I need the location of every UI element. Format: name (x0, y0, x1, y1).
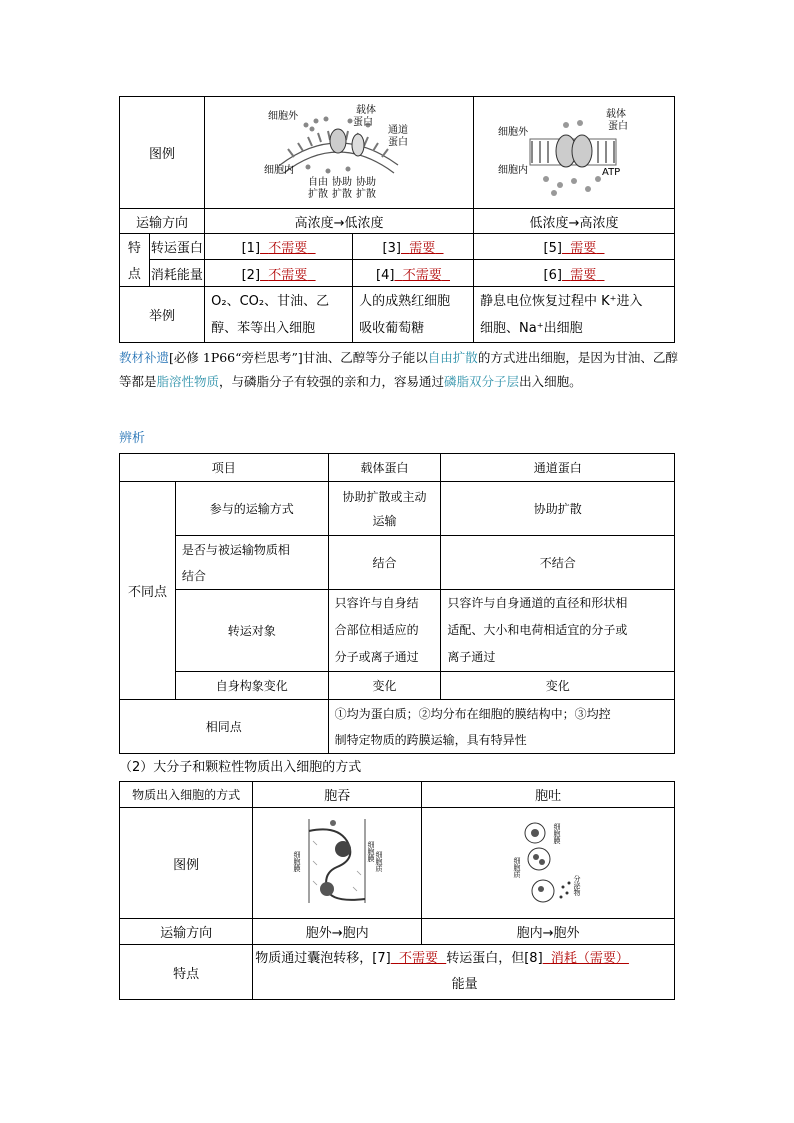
answer-7: 不需要 (398, 951, 438, 966)
svg-text:通道: 通道 (388, 124, 409, 136)
direction-active: 低浓度→高浓度 (474, 209, 675, 234)
keyword-lipid-soluble: 脂溶性物质 (156, 374, 220, 389)
svg-text:细胞质: 细胞质 (513, 857, 522, 878)
header-way: 物质出入细胞的方式 (120, 782, 253, 808)
answer-6: 需要 (570, 267, 597, 283)
keyword-free-diffusion: 自由扩散 (427, 350, 478, 365)
answer-4: 不需要 (402, 267, 442, 283)
direction-label: 运输方向 (120, 209, 205, 234)
svg-text:协助: 协助 (356, 176, 377, 188)
svg-text:分泌物: 分泌物 (573, 875, 582, 896)
row-energy-label: 消耗能量 (149, 260, 204, 287)
svg-text:细胞质: 细胞质 (375, 851, 384, 872)
svg-text:ATP: ATP (602, 166, 621, 178)
legend-label-2: 图例 (120, 808, 253, 919)
example-active-2: 细胞、Na⁺出细胞 (480, 320, 583, 336)
svg-text:载体: 载体 (356, 104, 377, 116)
supplement-heading: 教材补遗 (119, 350, 170, 365)
direction-passive: 高浓度→低浓度 (205, 209, 474, 234)
answer-8: 消耗（需要） (550, 951, 629, 966)
supplement-paragraph: 教材补遗[必修 1P66“旁栏思考”]甘油、乙醇等分子能以自由扩散的方式进出细胞，是因为甘油、乙醇等都是脂溶性物质，与磷脂分子有较强的亲和力，容易通过磷脂双分子层出入细胞。 (119, 350, 678, 389)
feature-label-1: 特 (120, 234, 150, 260)
energy-word: 能量 (451, 977, 478, 992)
header-item: 项目 (120, 454, 329, 482)
svg-text:细胞膜: 细胞膜 (553, 823, 562, 844)
svg-text:协助: 协助 (332, 176, 353, 188)
comparison-table: 项目 载体蛋白 通道蛋白 不同点 参与的运输方式 协助扩散或主动 运输 协助扩散 是否与被运输物质相 结合 结合 不结合 转运对象 只容许与自身结 合部位相适应的 分子或离子通过 只容许与自身通道的直径和形状相 适配、大小和电荷相适宜的分子或 离子通过 自身构象变化 变化 变化 相同点 ①均为蛋白质；②均分布在细胞的膜结构中；③均控 制特定物质的跨膜运输，具有特异性 (119, 453, 675, 754)
header-endocytosis: 胞吞 (253, 782, 422, 808)
header-carrier: 载体蛋白 (328, 454, 441, 482)
svg-text:载体: 载体 (606, 108, 626, 120)
feature-label-3: 特点 (120, 945, 253, 1000)
example-assist-1: 人的成熟红细胞 (359, 293, 451, 309)
difference-label: 不同点 (120, 482, 176, 700)
svg-text:扩散: 扩散 (356, 188, 377, 200)
direction-exocytosis: 胞内→胞外 (422, 919, 675, 945)
example-assist-2: 吸收葡萄糖 (359, 320, 425, 336)
svg-text:蛋白: 蛋白 (388, 136, 409, 148)
answer-2: 不需要 (268, 267, 308, 283)
bulk-transport-table: 物质出入细胞的方式 胞吞 胞吐 图例 细胞膜 细胞膜 细胞质 细胞膜 细胞质 分泌物 运输方向 胞外→胞内 胞内→胞外 特点 物质通过囊泡转移，[7] 不需要 转运蛋白，但[8] 消耗（需要） 能量 (119, 781, 675, 1000)
active-transport-diagram (474, 97, 675, 209)
exocytosis-diagram (422, 808, 675, 919)
svg-text:细胞膜: 细胞膜 (293, 851, 302, 872)
answer-3: 需要 (409, 241, 436, 256)
keyword-bilayer: 磷脂双分子层 (444, 374, 520, 389)
fig1-inside-label: 细胞内 (264, 164, 295, 176)
svg-text:细胞膜: 细胞膜 (367, 841, 376, 862)
answer-5: 需要 (570, 241, 597, 256)
example-active-1: 静息电位恢复过程中 K⁺进入 (480, 293, 643, 309)
example-free-1: O₂、CO₂、甘油、乙 (211, 293, 330, 309)
section2-title: （2）大分子和颗粒性物质出入细胞的方式 (119, 760, 362, 775)
direction-endocytosis: 胞外→胞内 (253, 919, 422, 945)
svg-text:蛋白: 蛋白 (353, 116, 374, 128)
feature-label-2: 点 (120, 260, 150, 287)
analysis-heading: 辨析 (119, 431, 146, 446)
legend-label: 图例 (120, 97, 205, 209)
passive-transport-diagram (205, 97, 474, 209)
header-exocytosis: 胞吐 (422, 782, 675, 808)
row-protein-label: 转运蛋白 (149, 234, 204, 260)
direction-label-2: 运输方向 (120, 919, 253, 945)
answer-1: 不需要 (268, 241, 308, 256)
transport-table: 图例 细胞外 载体 蛋白 通道 蛋白 细胞内 自由 扩散 协助 扩散 协助 扩散 载体 蛋白 细胞外 细胞内 ATP 运输方向 高浓度→低浓度 低浓度→高浓度 特 转运蛋白 [1] 不需要 [3] 需要 [5] 需要 点 消耗能量 [2] 不需要 [4] 不需要 [6] 需要 举例 O₂、CO₂、甘油、乙 醇、苯等出入细胞 人的成熟红细胞 吸收葡萄糖 静息电位恢复过程中 K⁺进入 细胞、Na⁺出细胞 (119, 96, 675, 343)
svg-text:细胞内: 细胞内 (498, 164, 528, 176)
header-channel: 通道蛋白 (441, 454, 675, 482)
svg-text:自由: 自由 (308, 176, 329, 188)
example-label: 举例 (120, 287, 205, 343)
svg-text:蛋白: 蛋白 (608, 120, 628, 132)
svg-text:扩散: 扩散 (308, 188, 329, 200)
same-label: 相同点 (120, 700, 329, 754)
svg-text:细胞外: 细胞外 (498, 126, 528, 138)
svg-text:扩散: 扩散 (332, 188, 353, 200)
endocytosis-diagram (253, 808, 422, 919)
fig1-outside-label: 细胞外 (268, 110, 299, 122)
example-free-2: 醇、苯等出入细胞 (211, 320, 316, 336)
